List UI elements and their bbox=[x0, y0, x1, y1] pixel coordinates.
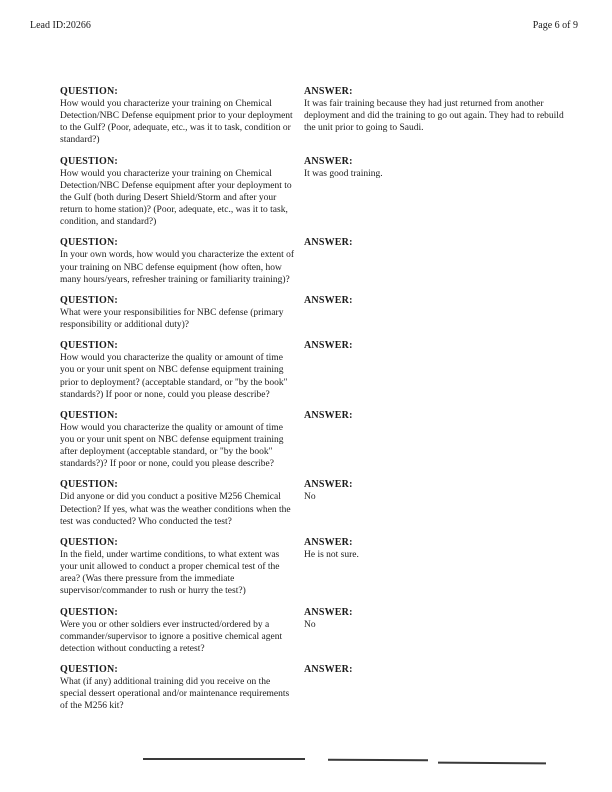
question-label: QUESTION: bbox=[60, 536, 118, 548]
question-text: In your own words, how would you characterize the extent of your training on NBC defense equipment (how often, how many hours/years, refresher training or familiarity training)? bbox=[60, 250, 294, 285]
question-label: QUESTION: bbox=[60, 86, 118, 97]
question-column bbox=[60, 86, 298, 147]
question-text: Did anyone or did you conduct a positive M256 Chemical Detection? If yes, what was the weather conditions when the test was conducted? Who conducted the test? bbox=[60, 492, 291, 527]
question-label: QUESTION: bbox=[60, 606, 118, 618]
answer-label: ANSWER: bbox=[304, 664, 353, 675]
answer-text: No bbox=[304, 492, 316, 503]
question-text: What (if any) additional training did you receive on the special dessert operational and/or maintenance requirements of the M256 kit? bbox=[60, 677, 290, 712]
answer-column bbox=[304, 664, 574, 712]
answer-label: ANSWER: bbox=[304, 237, 353, 249]
qa-block bbox=[60, 340, 574, 401]
answer-label: ANSWER: bbox=[304, 340, 353, 352]
qa-block bbox=[60, 237, 574, 285]
qa-block bbox=[60, 537, 574, 598]
qa-content bbox=[60, 86, 574, 721]
question-column bbox=[60, 410, 298, 471]
question-label: QUESTION: bbox=[60, 155, 118, 167]
scan-artifact-line bbox=[438, 762, 546, 764]
question-column bbox=[60, 479, 298, 527]
question-text: How would you characterize the quality or amount of time you or your unit spent on NBC defense equipment training after deployment (acceptable standard, or "by the book" standards?)? If poor or none, could you please describe? bbox=[60, 422, 284, 470]
answer-label: ANSWER: bbox=[304, 86, 353, 97]
question-text: How would you characterize your training on Chemical Detection/NBC Defense equipment prior to your deployment to the Gulf? (Poor, adequate, etc., was it to task, condition or standard?) bbox=[60, 99, 293, 146]
answer-column bbox=[304, 156, 574, 229]
answer-column bbox=[304, 237, 574, 285]
question-column bbox=[60, 340, 298, 401]
qa-block bbox=[60, 664, 574, 712]
answer-column bbox=[304, 537, 574, 598]
answer-label: ANSWER: bbox=[304, 536, 353, 548]
answer-label: ANSWER: bbox=[304, 294, 353, 306]
answer-column bbox=[304, 479, 574, 527]
answer-label: ANSWER: bbox=[304, 409, 353, 421]
qa-block bbox=[60, 479, 574, 527]
question-text: How would you characterize your training on Chemical Detection/NBC Defense equipment after your deployment to the Gulf (both during Desert Shield/Storm and after your return to home station)? (Poor, adequate, etc., was it to task, condition, and standard?) bbox=[60, 168, 292, 228]
question-column bbox=[60, 156, 298, 229]
qa-block bbox=[60, 295, 574, 331]
answer-text: He is not sure. bbox=[304, 549, 359, 560]
question-text: Were you or other soldiers ever instructed/ordered by a commander/supervisor to ignore a positive chemical agent detection without conducting a retest? bbox=[60, 619, 283, 654]
question-label: QUESTION: bbox=[60, 479, 118, 491]
question-column bbox=[60, 237, 298, 285]
question-label: QUESTION: bbox=[60, 340, 118, 352]
question-column bbox=[60, 295, 298, 331]
qa-block bbox=[60, 86, 574, 147]
question-column bbox=[60, 607, 298, 655]
question-text: How would you characterize the quality or amount of time you or your unit spent on NBC defense equipment training prior to deployment? (acceptable standard, or "by the book" standards?) If poor or none, could you please describe? bbox=[60, 353, 288, 400]
answer-text: No bbox=[304, 619, 316, 630]
qa-block bbox=[60, 156, 574, 229]
scan-artifact-line bbox=[143, 758, 305, 760]
page-number: Page 6 of 9 bbox=[532, 20, 578, 31]
question-text: What were your responsibilities for NBC defense (primary responsibility or additional duty)? bbox=[60, 307, 284, 331]
answer-column bbox=[304, 86, 574, 147]
question-label: QUESTION: bbox=[60, 409, 118, 421]
answer-column bbox=[304, 340, 574, 401]
qa-block bbox=[60, 607, 574, 655]
page-header bbox=[30, 20, 578, 31]
question-text: In the field, under wartime conditions, to what extent was your unit allowed to conduct a proper chemical test of the area? (Was there pressure from the immediate supervisor/commander to rush or hurry the test?) bbox=[60, 549, 280, 597]
answer-text: It was good training. bbox=[304, 168, 383, 179]
question-column bbox=[60, 537, 298, 598]
answer-label: ANSWER: bbox=[304, 479, 353, 491]
scan-artifact-line bbox=[328, 759, 428, 761]
answer-text: It was fair training because they had just returned from another deployment and did the training to go out again. They had to rebuild the unit prior to going to Saudi. bbox=[304, 99, 564, 134]
question-column bbox=[60, 664, 298, 712]
question-label: QUESTION: bbox=[60, 664, 118, 675]
answer-label: ANSWER: bbox=[304, 155, 353, 167]
qa-block bbox=[60, 410, 574, 471]
question-label: QUESTION: bbox=[60, 237, 118, 249]
answer-column bbox=[304, 295, 574, 331]
lead-id: Lead ID:20266 bbox=[30, 20, 91, 31]
answer-label: ANSWER: bbox=[304, 606, 353, 618]
answer-column bbox=[304, 410, 574, 471]
question-label: QUESTION: bbox=[60, 294, 118, 306]
answer-column bbox=[304, 607, 574, 655]
